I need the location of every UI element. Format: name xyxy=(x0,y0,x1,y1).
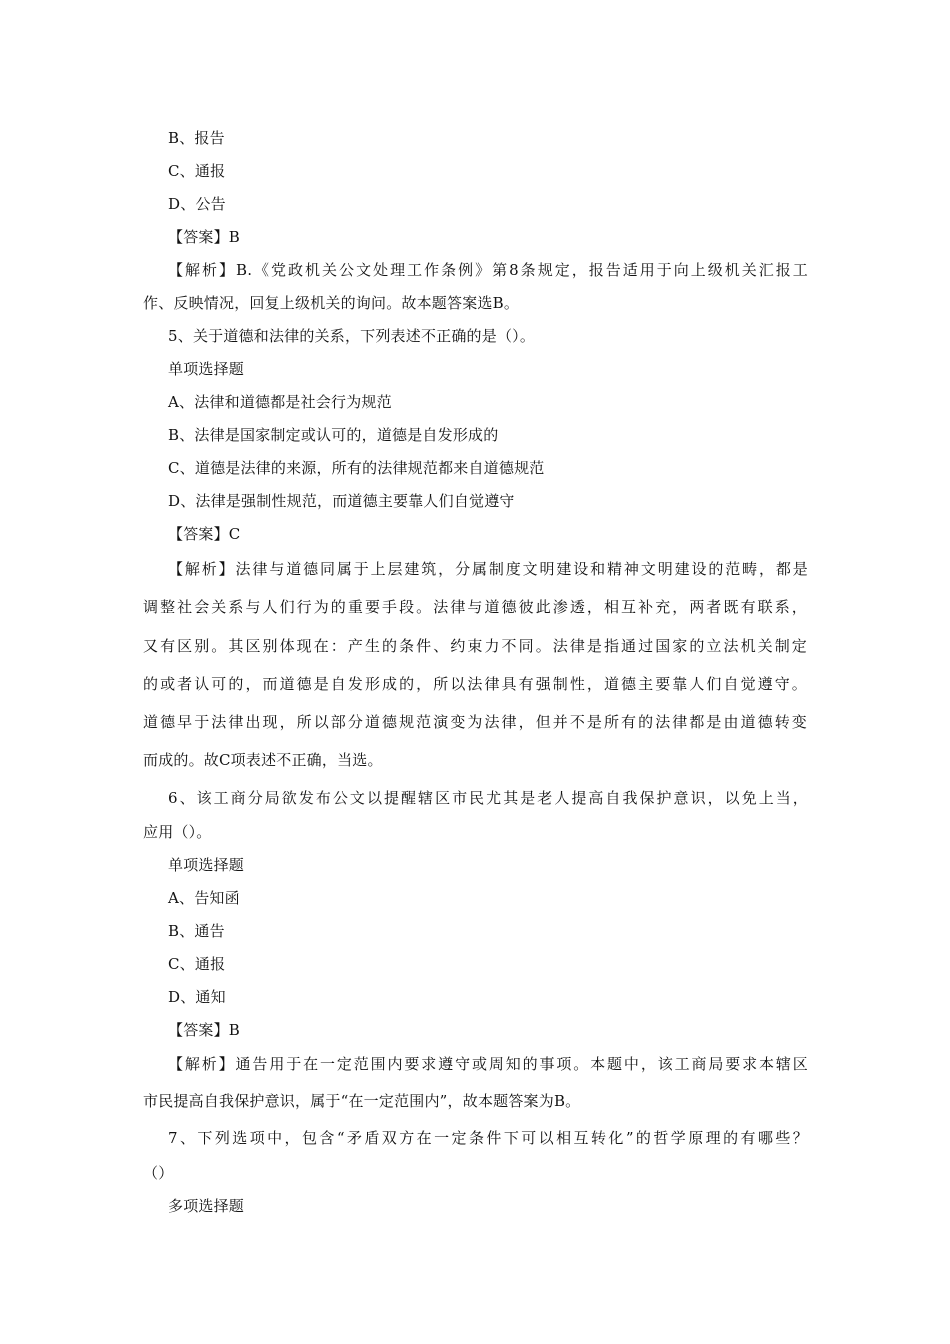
explanation-q5-line6: 而成的。故C项表述不正确，当选。 xyxy=(143,751,383,769)
option-b-q6: B、通告 xyxy=(168,922,225,940)
option-b-q4: B、报告 xyxy=(168,129,225,147)
explanation-q5-line3: 又有区别。其区别体现在：产生的条件、约束力不同。法律是指通过国家的立法机关制定 xyxy=(143,637,807,655)
question-5-type: 单项选择题 xyxy=(168,360,245,378)
option-c-q4: C、通报 xyxy=(168,162,226,180)
question-5: 5、关于道德和法律的关系，下列表述不正确的是（）。 xyxy=(168,327,536,345)
explanation-q4-line1: 【解析】B.《党政机关公文处理工作条例》第8条规定，报告适用于向上级机关汇报工 xyxy=(168,261,808,279)
explanation-q5-line1: 【解析】法律与道德同属于上层建筑，分属制度文明建设和精神文明建设的范畴，都是 xyxy=(168,560,808,578)
explanation-q5-line2: 调整社会关系与人们行为的重要手段。法律与道德彼此渗透，相互补充，两者既有联系， xyxy=(143,598,807,616)
answer-q5: 【答案】C xyxy=(168,525,241,543)
option-d-q4: D、公告 xyxy=(168,195,226,213)
question-6-line1: 6、该工商分局欲发布公文以提醒辖区市民尤其是老人提高自我保护意识，以免上当， xyxy=(168,789,808,807)
explanation-q6-line2: 市民提高自我保护意识，属于“在一定范围内”，故本题答案为B。 xyxy=(143,1092,581,1110)
option-d-q5: D、法律是强制性规范，而道德主要靠人们自觉遵守 xyxy=(168,492,515,510)
question-7-line1: 7、下列选项中，包含“矛盾双方在一定条件下可以相互转化”的哲学原理的有哪些？ xyxy=(168,1129,808,1147)
option-a-q5: A、法律和道德都是社会行为规范 xyxy=(168,393,392,411)
option-a-q6: A、告知函 xyxy=(168,889,240,907)
explanation-q5-line4: 的或者认可的，而道德是自发形成的，所以法律具有强制性，道德主要靠人们自觉遵守。 xyxy=(143,675,807,693)
option-b-q5: B、法律是国家制定或认可的，道德是自发形成的 xyxy=(168,426,499,444)
option-d-q6: D、通知 xyxy=(168,988,226,1006)
option-c-q6: C、通报 xyxy=(168,955,226,973)
explanation-q6-line1: 【解析】通告用于在一定范围内要求遵守或周知的事项。本题中，该工商局要求本辖区 xyxy=(168,1055,808,1073)
explanation-q4-line2: 作、反映情况，回复上级机关的询问。故本题答案选B。 xyxy=(143,294,520,312)
question-7-type: 多项选择题 xyxy=(168,1197,245,1215)
option-c-q5: C、道德是法律的来源，所有的法律规范都来自道德规范 xyxy=(168,459,545,477)
explanation-q5-line5: 道德早于法律出现，所以部分道德规范演变为法律，但并不是所有的法律都是由道德转变 xyxy=(143,713,807,731)
question-6-line2: 应用（）。 xyxy=(143,823,212,841)
answer-q4: 【答案】B xyxy=(168,228,241,246)
answer-q6: 【答案】B xyxy=(168,1021,241,1039)
question-6-type: 单项选择题 xyxy=(168,856,245,874)
question-7-line2: （） xyxy=(143,1164,174,1182)
